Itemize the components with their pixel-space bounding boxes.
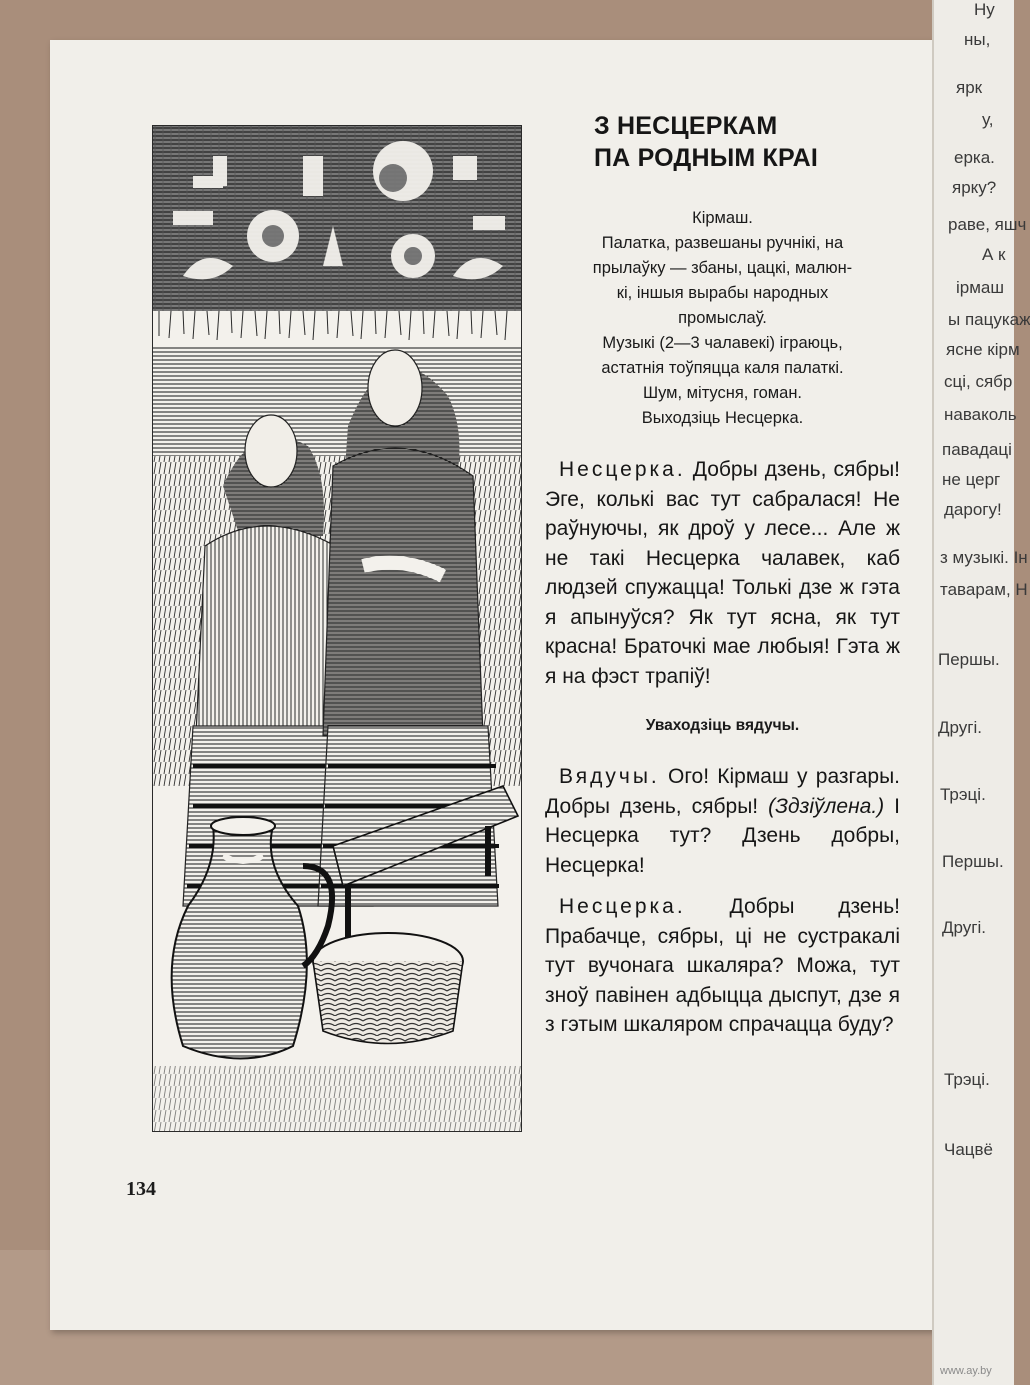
next-page-fragment: А к <box>982 245 1006 264</box>
page-number: 134 <box>126 1178 156 1200</box>
next-page-fragment: Трэці. <box>944 1070 990 1089</box>
dialogue-paragraph-nestserka-2 <box>545 892 900 1040</box>
stage-line: Кірмаш. <box>692 209 753 227</box>
stage-line: промыслаў. <box>678 309 767 327</box>
next-page-fragment: таварам, Н <box>940 580 1028 599</box>
speaker-name: Несцерка. <box>559 458 686 481</box>
next-page-fragment: ясне кірм <box>946 340 1020 359</box>
stage-line: Шум, мітусня, гоман. <box>642 384 803 402</box>
dialogue-paragraph-nestserka-1 <box>545 455 900 691</box>
next-page-fragment: ірмаш <box>956 278 1005 297</box>
chapter-title <box>594 110 900 174</box>
dialogue-text: Добры дзень! Прабачце, сябры, ці не сустракалі тут вучонага шкаляра? Можа, тут зноў павінен адбыцца дыспут, дзе я з гэтым шкаляром спрачацца буду? <box>545 895 900 1036</box>
title-line-2: ПА РОДНЫМ КРАІ <box>594 144 819 172</box>
title-line-1: З НЕСЦЕРКАМ <box>594 112 778 140</box>
next-page-fragment: Ну <box>974 0 995 19</box>
next-page-fragment: наваколь <box>944 405 1017 424</box>
dialogue-text: Добры дзень, сябры! Эге, колькі вас тут сабралася! Не раўнуючы, як дроў у лесе... Але ж не такі Несцерка чалавек, каб людзей спужацца! Толькі дзе ж гэта я апынуўся? Як тут ясна, як тут красна! Браточкі мае любыя! Гэта ж я на фэст трапіў! <box>545 458 900 688</box>
next-page-fragment: Чацвё <box>944 1140 994 1159</box>
speaker-name: Несцерка. <box>559 895 686 918</box>
stage-line: Музыкі (2—3 чалавекі) іграюць, <box>602 334 843 352</box>
next-page-fragment: ярку? <box>952 178 997 197</box>
stage-direction-enters: Уваходзіць вядучы. <box>645 717 800 734</box>
next-page-fragment: Першы. <box>938 650 1000 669</box>
next-page-fragment: Другі. <box>942 918 986 937</box>
speaker-name: Вядучы. <box>559 765 660 788</box>
engraving-illustration <box>153 126 521 1131</box>
dialogue-text: Ого! Кірмаш у разгары. Добры дзень, сябры! <box>545 765 900 818</box>
stage-line: Выходзіць Несцерка. <box>641 409 804 427</box>
text-column <box>545 110 900 1040</box>
illustration-two-women <box>152 125 522 1132</box>
next-page-fragment: Першы. <box>942 852 1004 871</box>
next-page-fragment: не церг <box>942 470 1001 489</box>
next-page-fragment: ярк <box>956 78 983 97</box>
stage-direction <box>545 206 900 431</box>
dialogue-paragraph-host <box>545 762 900 880</box>
next-page-fragment: ны, <box>964 30 991 49</box>
next-page-fragment: ерка. <box>954 148 995 167</box>
next-page-fragment: дарогу! <box>944 500 1002 519</box>
next-page-fragment: у, <box>982 110 994 129</box>
stage-line: астатнія тоўпяцца каля палаткі. <box>601 359 844 377</box>
next-page-fragment: з музыкі. Ін <box>940 548 1028 567</box>
watermark: www.ay.by <box>940 1365 992 1377</box>
next-page-fragment: сці, сябр <box>944 372 1013 391</box>
next-page-fragment: Трэці. <box>940 785 986 804</box>
next-page-edge <box>932 0 1030 1385</box>
next-page-fragment: раве, яшч <box>948 215 1027 234</box>
stage-line: прылаўку — збаны, цацкі, малюн- <box>592 259 853 277</box>
stage-line: Палатка, развешаны ручнікі, на <box>601 234 844 252</box>
next-page-fragment: павадаці <box>942 440 1012 459</box>
stage-line: кі, іншыя вырабы народных <box>616 284 829 302</box>
next-page-fragment: ы пацукаж <box>948 310 1030 329</box>
stage-remark: (Здзіўлена.) <box>768 794 885 818</box>
next-page-fragment: Другі. <box>938 718 982 737</box>
dialogue-text: І Несцерка тут? Дзень добры, Несцерка! <box>545 794 900 877</box>
